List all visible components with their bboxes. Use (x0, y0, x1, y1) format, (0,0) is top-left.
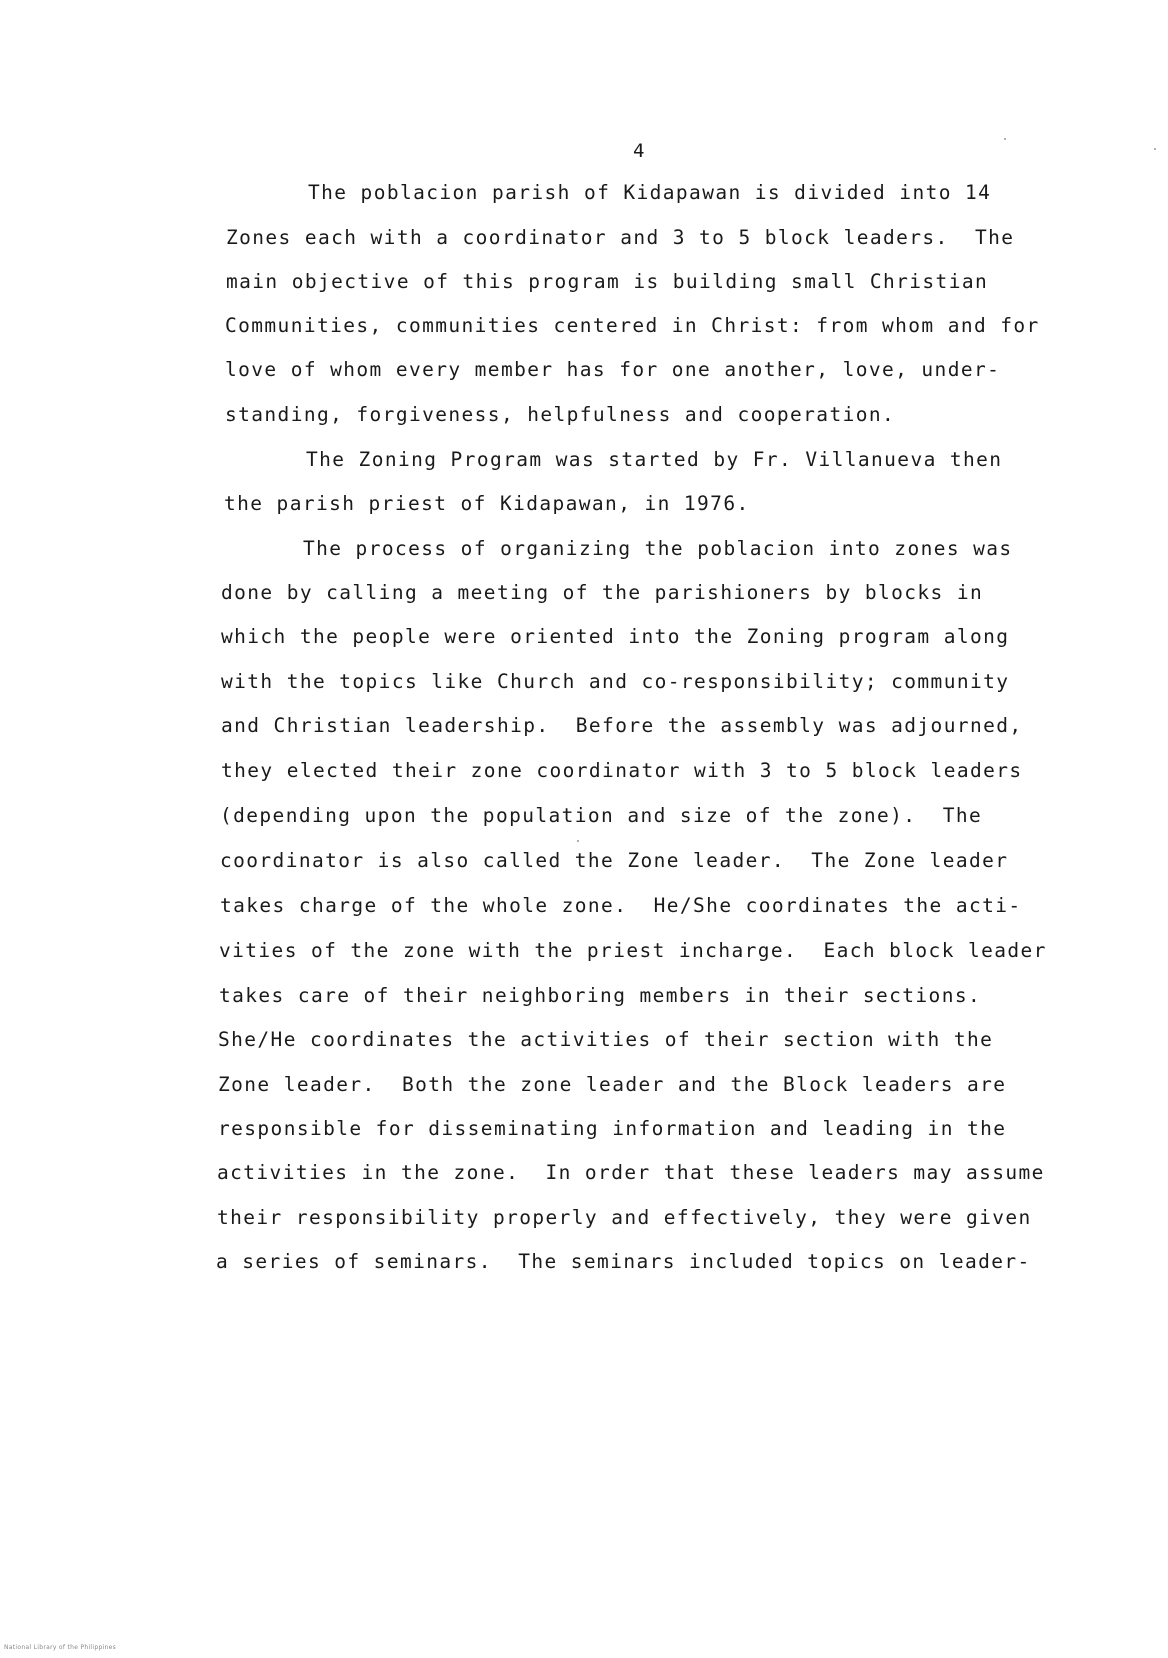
text-line: and Christian leadership. Before the assembly was adjourned, (221, 714, 1023, 737)
text-line: The process of organizing the poblacion into zones was (303, 537, 1013, 560)
scan-footer: National Library of the Philippines (4, 1644, 117, 1651)
text-line: main objective of this program is building small Christian (226, 270, 989, 293)
text-line: a series of seminars. The seminars included topics on leader- (216, 1250, 1031, 1273)
text-line: She/He coordinates the activities of their section with the (218, 1028, 994, 1051)
text-line: standing, forgiveness, helpfulness and cooperation. (225, 403, 896, 426)
scan-speck (577, 840, 579, 842)
scan-speck (1154, 148, 1156, 150)
text-line: Zones each with a coordinator and 3 to 5 block leaders. The (226, 226, 1015, 249)
text-line: vities of the zone with the priest incharge. Each block leader (219, 939, 1047, 962)
scan-speck (1004, 138, 1006, 140)
text-line: with the topics like Church and co-responsibility; community (221, 670, 1010, 693)
text-line: Zone leader. Both the zone leader and the Block leaders are (218, 1073, 1007, 1096)
text-line: responsible for disseminating information and leading in the (218, 1117, 1007, 1140)
text-line: love of whom every member has for one another, love, under- (225, 358, 1001, 381)
text-line: their responsibility properly and effectively, they were given (217, 1206, 1032, 1229)
text-line: they elected their zone coordinator with 3 to 5 block leaders (221, 759, 1023, 782)
page-number: 4 (633, 140, 645, 162)
text-line: The poblacion parish of Kidapawan is divided into 14 (308, 181, 992, 204)
text-line: which the people were oriented into the Zoning program along (221, 625, 1010, 648)
text-line: takes care of their neighboring members in their sections. (219, 984, 982, 1007)
text-line: done by calling a meeting of the parishioners by blocks in (221, 581, 984, 604)
text-line: Communities, communities centered in Christ: from whom and for (225, 314, 1040, 337)
text-line: The Zoning Program was started by Fr. Villanueva then (306, 448, 1003, 471)
text-line: the parish priest of Kidapawan, in 1976. (224, 492, 750, 515)
text-line: coordinator is also called the Zone leader. The Zone leader (220, 849, 1009, 872)
text-line: (depending upon the population and size of the zone). The (220, 804, 983, 827)
text-line: takes charge of the whole zone. He/She coordinates the acti- (220, 894, 1022, 917)
text-line: activities in the zone. In order that these leaders may assume (217, 1161, 1045, 1184)
